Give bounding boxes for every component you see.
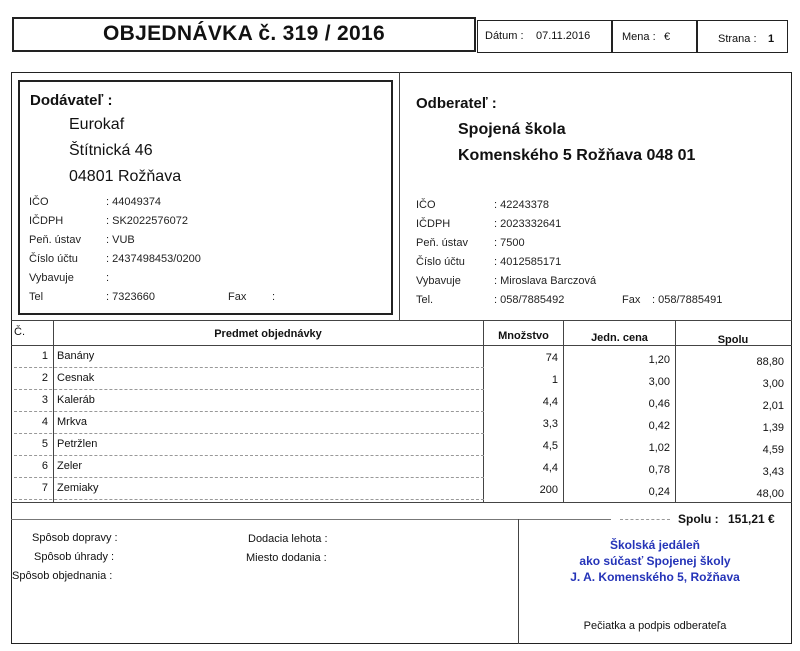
row-no: 5 bbox=[41, 438, 48, 450]
row-dash bbox=[14, 367, 484, 368]
stamp-line-2: ako súčasť Spojenej školy bbox=[579, 554, 731, 568]
row-qty: 4,5 bbox=[542, 440, 558, 452]
row-price: 0,42 bbox=[648, 420, 670, 432]
row-item: Banány bbox=[57, 350, 95, 362]
row-no: 6 bbox=[41, 460, 48, 472]
customer-tel-value: : 058/7885492 bbox=[494, 294, 565, 306]
footer-top-line bbox=[11, 519, 611, 520]
customer-heading: Odberateľ : bbox=[416, 95, 497, 112]
supplier-icdph-value: : SK2022576072 bbox=[106, 215, 188, 227]
col-header-no: Č. bbox=[14, 326, 25, 338]
sum-label: Spolu : bbox=[678, 512, 719, 526]
row-price: 0,46 bbox=[648, 398, 670, 410]
place-label: Miesto dodania : bbox=[246, 552, 327, 564]
row-no: 3 bbox=[41, 394, 48, 406]
table-bottom-line bbox=[11, 502, 792, 503]
page-value: 1 bbox=[768, 33, 775, 45]
row-price: 3,00 bbox=[648, 376, 670, 388]
supplier-bank-value: : VUB bbox=[106, 234, 135, 246]
supplier-tel-label: Tel bbox=[29, 291, 44, 303]
supplier-name: Eurokaf bbox=[69, 116, 125, 133]
customer-ico-label: IČO bbox=[416, 199, 436, 211]
supplier-contact-value: : bbox=[106, 272, 110, 284]
supplier-city: 04801 Rožňava bbox=[69, 168, 182, 185]
customer-ico-value: : 42243378 bbox=[494, 199, 550, 211]
row-no: 7 bbox=[41, 482, 48, 494]
row-total: 4,59 bbox=[762, 444, 784, 456]
signature-caption: Pečiatka a podpis odberateľa bbox=[583, 620, 727, 632]
col-header-qty: Množstvo bbox=[498, 330, 549, 342]
row-dash bbox=[14, 455, 484, 456]
row-qty: 200 bbox=[539, 484, 558, 496]
row-dash bbox=[14, 389, 484, 390]
customer-account-value: : 4012585171 bbox=[494, 256, 562, 268]
row-total: 48,00 bbox=[756, 488, 784, 500]
order-title: OBJEDNÁVKA č. 319 / 2016 bbox=[103, 22, 385, 45]
customer-bank-value: : 7500 bbox=[494, 237, 525, 249]
customer-fax-value: : 058/7885491 bbox=[652, 294, 723, 306]
signature-divider bbox=[518, 519, 519, 644]
currency-value: € bbox=[664, 31, 671, 43]
supplier-fax-label: Fax bbox=[228, 291, 247, 303]
delivery-label: Dodacia lehota : bbox=[248, 533, 328, 545]
row-no: 1 bbox=[41, 350, 48, 362]
supplier-account-value: : 2437498453/0200 bbox=[106, 253, 201, 265]
row-item: Kaleráb bbox=[57, 394, 95, 406]
supplier-tel-value: : 7323660 bbox=[106, 291, 155, 303]
supplier-contact-label: Vybavuje bbox=[29, 272, 74, 284]
col-header-item: Predmet objednávky bbox=[214, 328, 322, 340]
customer-contact-value: : Miroslava Barczová bbox=[494, 275, 597, 287]
row-item: Cesnak bbox=[57, 372, 95, 384]
stamp-line-1: Školská jedáleň bbox=[609, 538, 701, 552]
row-item: Petržlen bbox=[57, 438, 98, 450]
transport-label: Spôsob dopravy : bbox=[32, 532, 118, 544]
row-total: 88,80 bbox=[756, 356, 784, 368]
customer-icdph-value: : 2023332641 bbox=[494, 218, 562, 230]
row-no: 2 bbox=[41, 372, 48, 384]
row-qty: 4,4 bbox=[542, 396, 558, 408]
row-qty: 4,4 bbox=[542, 462, 558, 474]
row-price: 0,24 bbox=[648, 486, 670, 498]
supplier-bank-label: Peň. ústav bbox=[29, 234, 81, 246]
customer-icdph-label: IČDPH bbox=[416, 218, 451, 230]
payment-label: Spôsob úhrady : bbox=[34, 551, 115, 563]
row-qty: 74 bbox=[545, 352, 558, 364]
sum-dash bbox=[620, 519, 670, 520]
row-total: 3,43 bbox=[762, 466, 784, 478]
row-price: 1,02 bbox=[648, 442, 670, 454]
row-total: 3,00 bbox=[762, 378, 784, 390]
row-price: 1,20 bbox=[648, 354, 670, 366]
row-price: 0,78 bbox=[648, 464, 670, 476]
party-divider bbox=[399, 72, 400, 320]
row-item: Mrkva bbox=[57, 416, 87, 428]
row-dash bbox=[14, 433, 484, 434]
page-label: Strana : bbox=[718, 33, 757, 45]
stamp-line-3: J. A. Komenského 5, Rožňava bbox=[570, 570, 740, 584]
customer-tel-label: Tel. bbox=[416, 294, 434, 306]
customer-address: Komenského 5 Rožňava 048 01 bbox=[458, 147, 696, 164]
row-qty: 1 bbox=[551, 374, 558, 386]
customer-name: Spojená škola bbox=[458, 121, 566, 138]
currency-label: Mena : bbox=[622, 31, 656, 43]
sum-value: 151,21 € bbox=[728, 512, 775, 526]
row-item: Zeler bbox=[57, 460, 83, 472]
supplier-icdph-label: IČDPH bbox=[29, 215, 64, 227]
date-label: Dátum : bbox=[485, 30, 524, 42]
row-dash bbox=[14, 411, 484, 412]
row-total: 1,39 bbox=[762, 422, 784, 434]
row-dash bbox=[14, 499, 484, 500]
customer-fax-label: Fax bbox=[622, 294, 641, 306]
supplier-ico-label: IČO bbox=[29, 196, 49, 208]
col-header-total: Spolu bbox=[717, 334, 749, 346]
supplier-account-label: Číslo účtu bbox=[29, 253, 78, 265]
supplier-heading: Dodávateľ : bbox=[30, 92, 113, 109]
customer-contact-label: Vybavuje bbox=[416, 275, 461, 287]
date-value: 07.11.2016 bbox=[536, 30, 591, 42]
customer-bank-label: Peň. ústav bbox=[416, 237, 468, 249]
row-no: 4 bbox=[41, 416, 48, 428]
row-item: Zemiaky bbox=[57, 482, 99, 494]
customer-account-label: Číslo účtu bbox=[416, 256, 465, 268]
row-qty: 3,3 bbox=[542, 418, 558, 430]
row-dash bbox=[14, 477, 484, 478]
supplier-ico-value: : 44049374 bbox=[106, 196, 162, 208]
col-header-price: Jedn. cena bbox=[591, 332, 648, 344]
ordering-label: Spôsob objednania : bbox=[12, 570, 113, 582]
supplier-fax-value: : bbox=[272, 291, 276, 303]
row-total: 2,01 bbox=[762, 400, 784, 412]
supplier-street: Štítnická 46 bbox=[69, 142, 153, 159]
